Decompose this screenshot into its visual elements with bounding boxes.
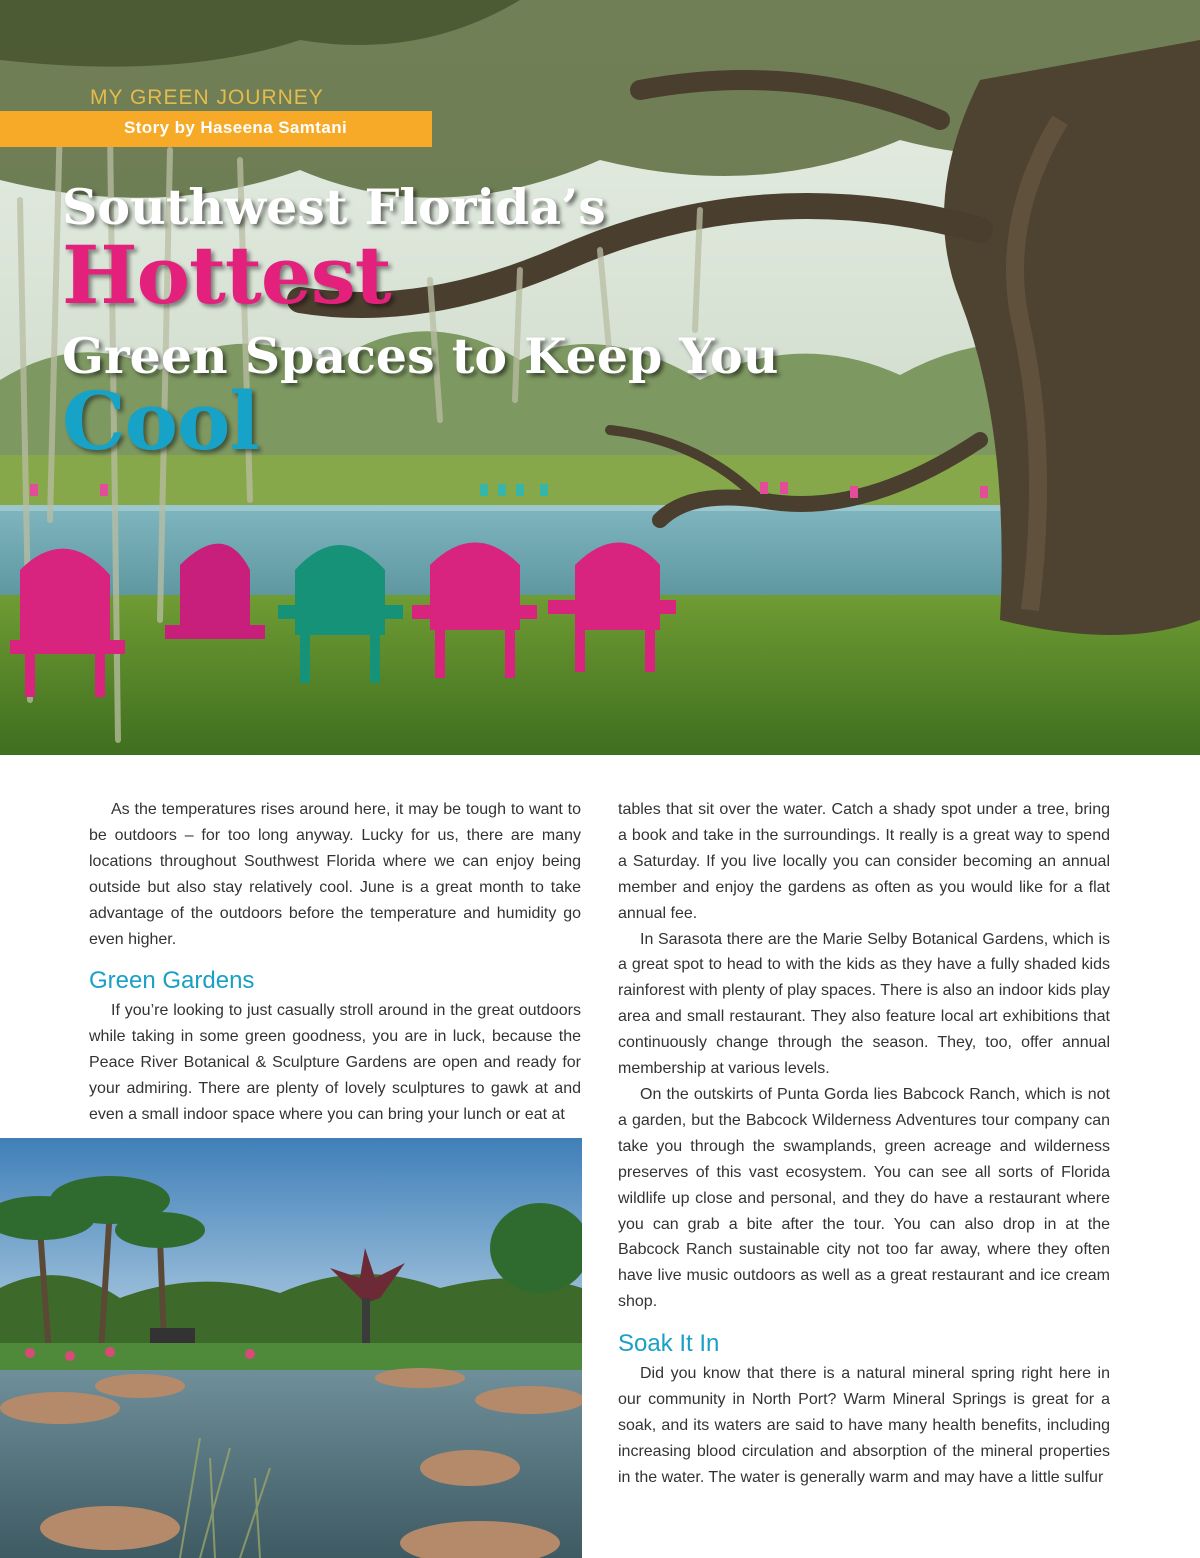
section-heading-green-gardens: Green Gardens [89, 967, 255, 995]
gardens-paragraph-1-end: tables that sit over the water. Catch a shady spot under a tree, bring a book and take in the surroundings. It really is a great way to spend a Saturday. If you live locally you can consider becoming an annual member and enjoy the gardens as often as you would like for a flat annual fee. [618, 801, 1110, 922]
article-column-left [89, 797, 581, 1128]
gardens-paragraph-2: In Sarasota there are the Marie Selby Botanical Gardens, which is a great spot to head to with the kids as they have a fully shaded kids rainforest with plenty of play spaces. There is also an indoor kids play area and small restaurant. They also feature local art exhibitions that continuously change through the season. They, too, offer annual membership at various levels. [618, 930, 1110, 1078]
garden-photo [0, 1138, 582, 1558]
article-column-right [618, 797, 1110, 1491]
gardens-paragraph-1-start: If you’re looking to just casually stroll around in the great outdoors while taking in some green goodness, you are in luck, because the Peace River Botanical & Sculpture Gardens are open and ready for your admiring. There are plenty of lovely sculptures to gawk at and even a small indoor space where you can bring your lunch or eat at [89, 1002, 581, 1124]
section-kicker: MY GREEN JOURNEY [90, 86, 324, 109]
headline-line-1: Southwest Florida’s [62, 178, 606, 236]
section-heading-soak-it-in: Soak It In [618, 1330, 720, 1358]
sculpture-garden-illustration [0, 1138, 582, 1558]
headline-line-2: Hottest [62, 228, 391, 322]
intro-paragraph: As the temperatures rises around here, it may be tough to want to be outdoors – for too long anyway. Lucky for us, there are many locations throughout Southwest Florida where we can enjoy being outside but also stay relatively cool. June is a great month to take advantage of the outdoors before the temperature and humidity go even higher. [89, 801, 581, 948]
headline-line-3: Green Spaces to Keep You [62, 327, 779, 385]
hero-photo [0, 0, 1200, 755]
headline-line-4: Cool [62, 374, 259, 468]
byline: Story by Haseena Samtani [124, 118, 348, 137]
gardens-paragraph-3: On the outskirts of Punta Gorda lies Babcock Ranch, which is not a garden, but the Babcock Wilderness Adventures tour company can take you through the swamplands, green acreage and wilderness preserves of this vast ecosystem. You can see all sorts of Florida wildlife up close and personal, and they do have a restaurant where you can grab a bite after the tour. You can also drop in at the Babcock Ranch sustainable city not too far away, where they often have live music outdoors as well as a great restaurant and ice cream shop. [618, 1085, 1110, 1311]
soak-paragraph-1: Did you know that there is a natural mineral spring right here in our community in North Port? Warm Mineral Springs is great for a soak, and its waters are said to have many health benefits, including increasing blood circulation and absorption of the mineral properties in the water. The water is generally warm and may have a little sulfur [618, 1365, 1110, 1486]
